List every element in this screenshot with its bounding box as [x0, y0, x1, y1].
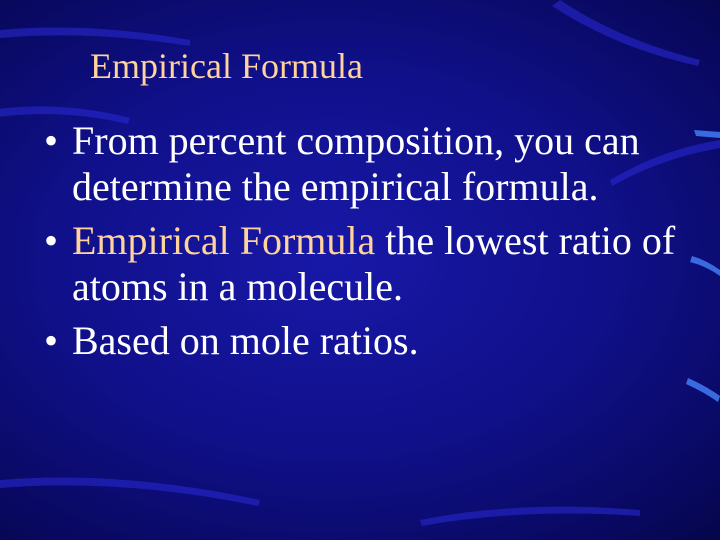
streak-shape [0, 478, 260, 507]
streak-shape [420, 507, 640, 526]
bullet-item [44, 118, 694, 210]
streak-shape [686, 378, 720, 402]
bullet-item [44, 218, 694, 310]
slide-title: Empirical Formula [90, 46, 363, 86]
highlighted-term: Empirical Formula [72, 218, 376, 263]
bullet-text: From percent composition, you can determine the empirical formula. [72, 118, 640, 209]
bullet-dot-icon: • [44, 218, 59, 263]
bullet-text: Based on mole ratios. [72, 318, 419, 363]
streak-shape [552, 0, 700, 66]
streak-shape [690, 256, 720, 276]
bullet-list [44, 118, 694, 364]
streak-shape [694, 130, 720, 138]
bullet-dot-icon: • [44, 318, 59, 363]
bullet-item [44, 318, 694, 364]
bullet-dot-icon: • [44, 118, 59, 163]
bullet-text: the lowest ratio of atoms in a molecule. [72, 218, 676, 309]
